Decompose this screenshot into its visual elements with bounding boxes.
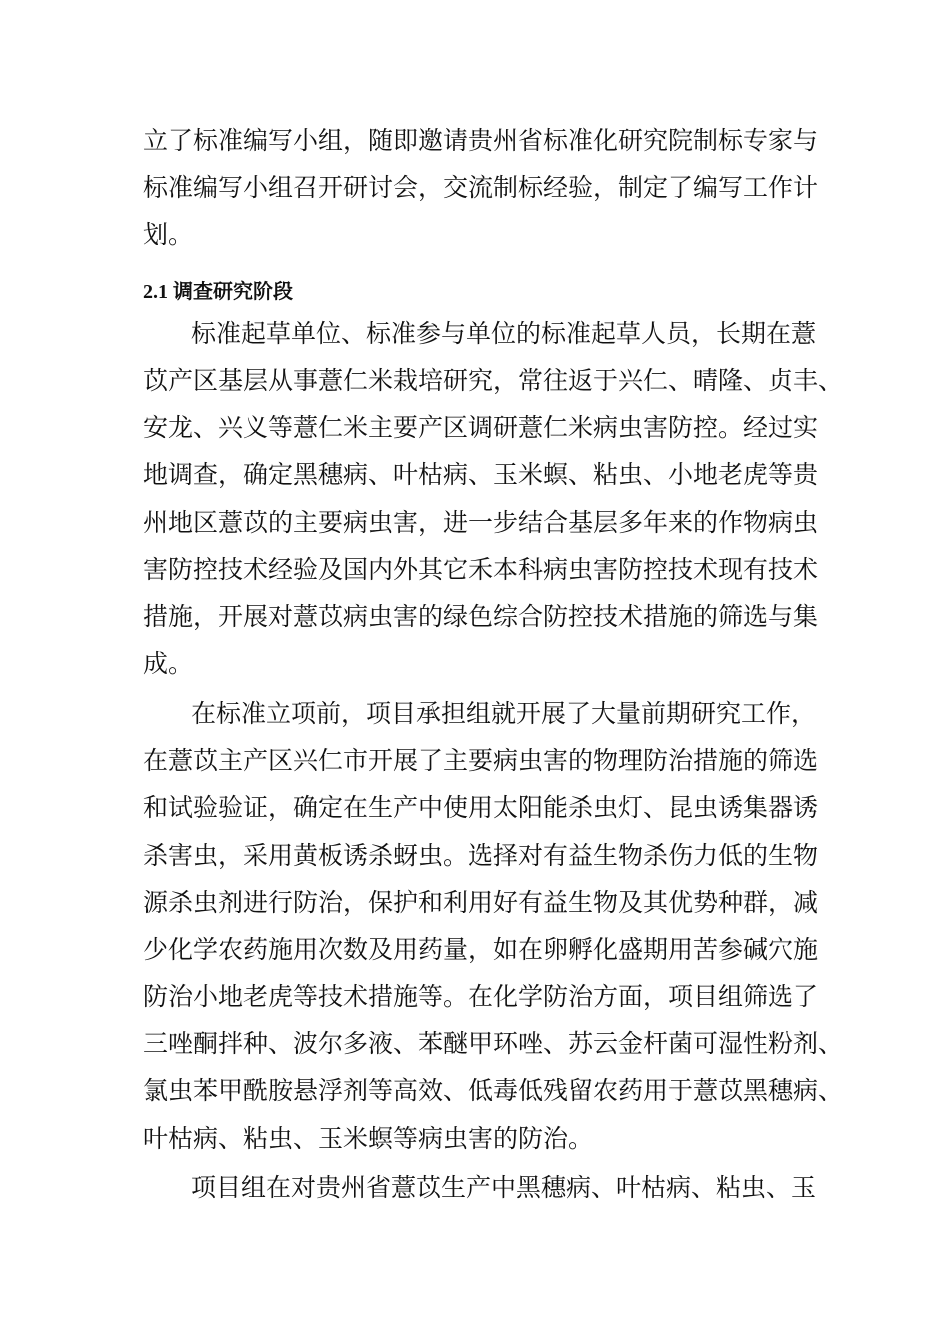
intro-line-1: 立了标准编写小组，随即邀请贵州省标准化研究院制标专家与 (143, 126, 819, 155)
paragraph1-line-8: 成。 (143, 649, 194, 678)
paragraph2-line-4: 杀害虫，采用黄板诱杀蚜虫。选择对有益生物杀伤力低的生物 (143, 841, 819, 870)
paragraph2-line-6: 少化学农药施用次数及用药量，如在卵孵化盛期用苦参碱穴施 (143, 935, 819, 964)
paragraph1-line-6: 害防控技术经验及国内外其它禾本科病虫害防控技术现有技术 (143, 555, 819, 584)
paragraph2-line-8: 三唑酮拌种、波尔多液、苯醚甲环唑、苏云金杆菌可湿性粉剂、 (143, 1029, 844, 1058)
paragraph1-line-7: 措施，开展对薏苡病虫害的绿色综合防控技术措施的筛选与集 (143, 602, 819, 631)
intro-line-2: 标准编写小组召开研讨会，交流制标经验，制定了编写工作计 (143, 173, 819, 202)
paragraph1-line-1: 标准起草单位、标准参与单位的标准起草人员，长期在薏 (191, 319, 817, 348)
paragraph2-line-7: 防治小地老虎等技术措施等。在化学防治方面，项目组筛选了 (143, 982, 819, 1011)
paragraph2-line-2: 在薏苡主产区兴仁市开展了主要病虫害的物理防治措施的筛选 (143, 746, 819, 775)
paragraph2-line-1: 在标准立项前，项目承担组就开展了大量前期研究工作， (191, 699, 817, 728)
paragraph1-line-3: 安龙、兴义等薏仁米主要产区调研薏仁米病虫害防控。经过实 (143, 413, 819, 442)
section-heading: 2.1 调查研究阶段 (143, 281, 293, 303)
paragraph2-line-5: 源杀虫剂进行防治，保护和利用好有益生物及其优势种群，减 (143, 888, 819, 917)
paragraph2-line-10: 叶枯病、粘虫、玉米螟等病虫害的防治。 (143, 1124, 594, 1153)
intro-line-3: 划。 (143, 220, 194, 249)
paragraph2-line-3: 和试验验证，确定在生产中使用太阳能杀虫灯、昆虫诱集器诱 (143, 793, 819, 822)
paragraph1-line-5: 州地区薏苡的主要病虫害，进一步结合基层多年来的作物病虫 (143, 508, 819, 537)
paragraph2-line-9: 氯虫苯甲酰胺悬浮剂等高效、低毒低残留农药用于薏苡黑穗病、 (143, 1076, 844, 1105)
paragraph1-line-2: 苡产区基层从事薏仁米栽培研究，常往返于兴仁、晴隆、贞丰、 (143, 366, 844, 395)
paragraph3-line-1: 项目组在对贵州省薏苡生产中黑穗病、叶枯病、粘虫、玉 (191, 1173, 817, 1202)
paragraph1-line-4: 地调查，确定黑穗病、叶枯病、玉米螟、粘虫、小地老虎等贵 (143, 460, 819, 489)
